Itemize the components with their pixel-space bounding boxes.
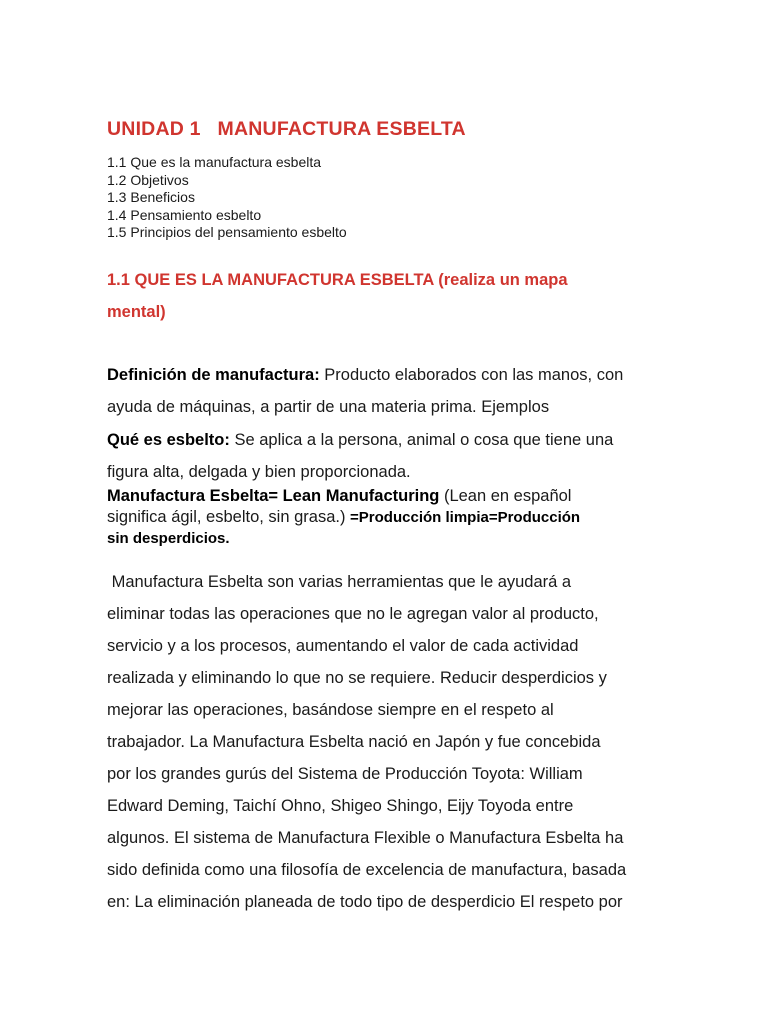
definition-text: figura alta, delgada y bien proporcionada. [107, 463, 411, 481]
definition-text: (Lean en español [439, 487, 572, 505]
body-line: Edward Deming, Taichí Ohno, Shigeo Shingo, Eijy Toyoda entre [107, 797, 574, 815]
toc-item: 1.3 Beneficios [107, 189, 195, 206]
definition-manufactura [107, 359, 667, 423]
toc-item: 1.4 Pensamiento esbelto [107, 206, 262, 223]
body-line: algunos. El sistema de Manufactura Flexible o Manufactura Esbelta ha [107, 829, 624, 847]
document-title: UNIDAD 1 MANUFACTURA ESBELTA [107, 118, 466, 140]
definition-emphasis: =Producción limpia=Producción [350, 508, 581, 526]
table-of-contents [107, 154, 347, 242]
section-heading [107, 264, 647, 328]
body-line: por los grandes gurús del Sistema de Producción Toyota: William [107, 765, 583, 783]
body-line: servicio y a los procesos, aumentando el valor de cada actividad [107, 637, 579, 655]
definition-text: Producto elaborados con las manos, con [319, 366, 624, 384]
toc-item: 1.1 Que es la manufactura esbelta [107, 154, 322, 170]
definition-emphasis: sin desperdicios. [107, 530, 230, 547]
body-line: Manufactura Esbelta son varias herramientas que le ayudará a [107, 573, 572, 591]
body-line: eliminar todas las operaciones que no le agregan valor al producto, [107, 605, 599, 623]
body-line: trabajador. La Manufactura Esbelta nació en Japón y fue concebida [107, 733, 601, 751]
definition-lean [107, 486, 667, 550]
definition-term: Manufactura Esbelta= Lean Manufacturing [107, 487, 440, 505]
definition-text: ayuda de máquinas, a partir de una materia prima. Ejemplos [107, 398, 550, 416]
body-paragraph [107, 566, 667, 918]
definition-term: Definición de manufactura: [107, 366, 320, 384]
body-line: en: La eliminación planeada de todo tipo de desperdicio El respeto por [107, 893, 623, 911]
definition-text: Se aplica a la persona, animal o cosa que tiene una [229, 431, 614, 449]
body-line: realizada y eliminando lo que no se requiere. Reducir desperdicios y [107, 669, 607, 687]
body-line: mejorar las operaciones, basándose siempre en el respeto al [107, 701, 554, 719]
section-heading-line: mental) [107, 303, 166, 321]
definition-text: significa ágil, esbelto, sin grasa.) [107, 507, 351, 526]
definition-esbelto [107, 424, 667, 488]
definition-term: Qué es esbelto: [107, 431, 230, 449]
toc-item: 1.5 Principios del pensamiento esbelto [107, 224, 347, 241]
body-line: sido definida como una filosofía de excelencia de manufactura, basada [107, 861, 627, 879]
section-heading-line: 1.1 QUE ES LA MANUFACTURA ESBELTA (realiza un mapa [107, 271, 568, 289]
toc-item: 1.2 Objetivos [107, 171, 189, 188]
